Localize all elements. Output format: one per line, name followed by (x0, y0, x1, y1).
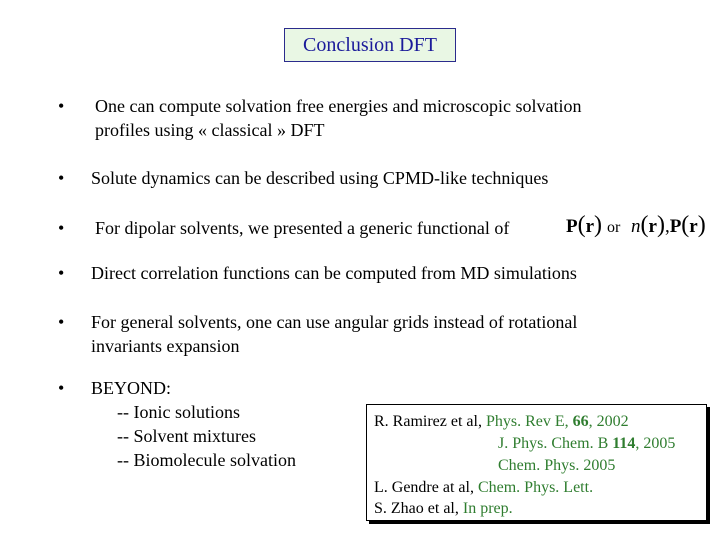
bullet-marker: • (58, 263, 65, 283)
bullet-4-text: Direct correlation functions can be computed from MD simulations (91, 263, 577, 283)
beyond-item-mixtures: -- Solvent mixtures (117, 426, 256, 446)
reference-gendre: L. Gendre at al, Chem. Phys. Lett. (374, 479, 594, 496)
reference-zhao: S. Zhao et al, In prep. (374, 500, 513, 517)
density-polarization-formula: n(r),P(r) (631, 212, 706, 238)
r-symbol: r (648, 216, 657, 237)
reference-chem-phys: Chem. Phys. 2005 (498, 457, 616, 474)
beyond-item-biomolecule: -- Biomolecule solvation (117, 450, 296, 470)
bullet-5-line-1: For general solvents, one can use angular grids instead of rotational (91, 312, 578, 332)
references-box (366, 404, 707, 521)
p-symbol: P (669, 216, 682, 237)
p-symbol: P (566, 216, 578, 237)
r-symbol: r (689, 216, 698, 237)
bullet-1-line-2: profiles using « classical » DFT (95, 120, 325, 140)
bullet-2-text: Solute dynamics can be described using CPMD-like techniques (91, 168, 549, 188)
bullet-5-line-2: invariants expansion (91, 336, 240, 356)
beyond-item-ionic: -- Ionic solutions (117, 402, 240, 422)
bullet-marker: • (58, 96, 65, 116)
n-symbol: n (631, 216, 641, 237)
beyond-heading: BEYOND: (91, 378, 171, 398)
reference-jpc: J. Phys. Chem. B 114, 2005 (498, 435, 676, 452)
polarization-formula: P(r) (566, 212, 603, 238)
r-symbol: r (585, 216, 595, 237)
bullet-marker: • (58, 168, 65, 188)
reference-ramirez: R. Ramirez et al, Phys. Rev E, 66, 2002 (374, 413, 629, 430)
bullet-1-line-1: One can compute solvation free energies and microscopic solvation (95, 96, 582, 116)
bullet-marker: • (58, 218, 65, 238)
or-connector: or (607, 219, 621, 236)
slide-title: Conclusion DFT (284, 28, 456, 62)
bullet-3-text: For dipolar solvents, we presented a generic functional of (95, 218, 510, 238)
bullet-marker: • (58, 312, 65, 332)
bullet-marker: • (58, 378, 65, 398)
